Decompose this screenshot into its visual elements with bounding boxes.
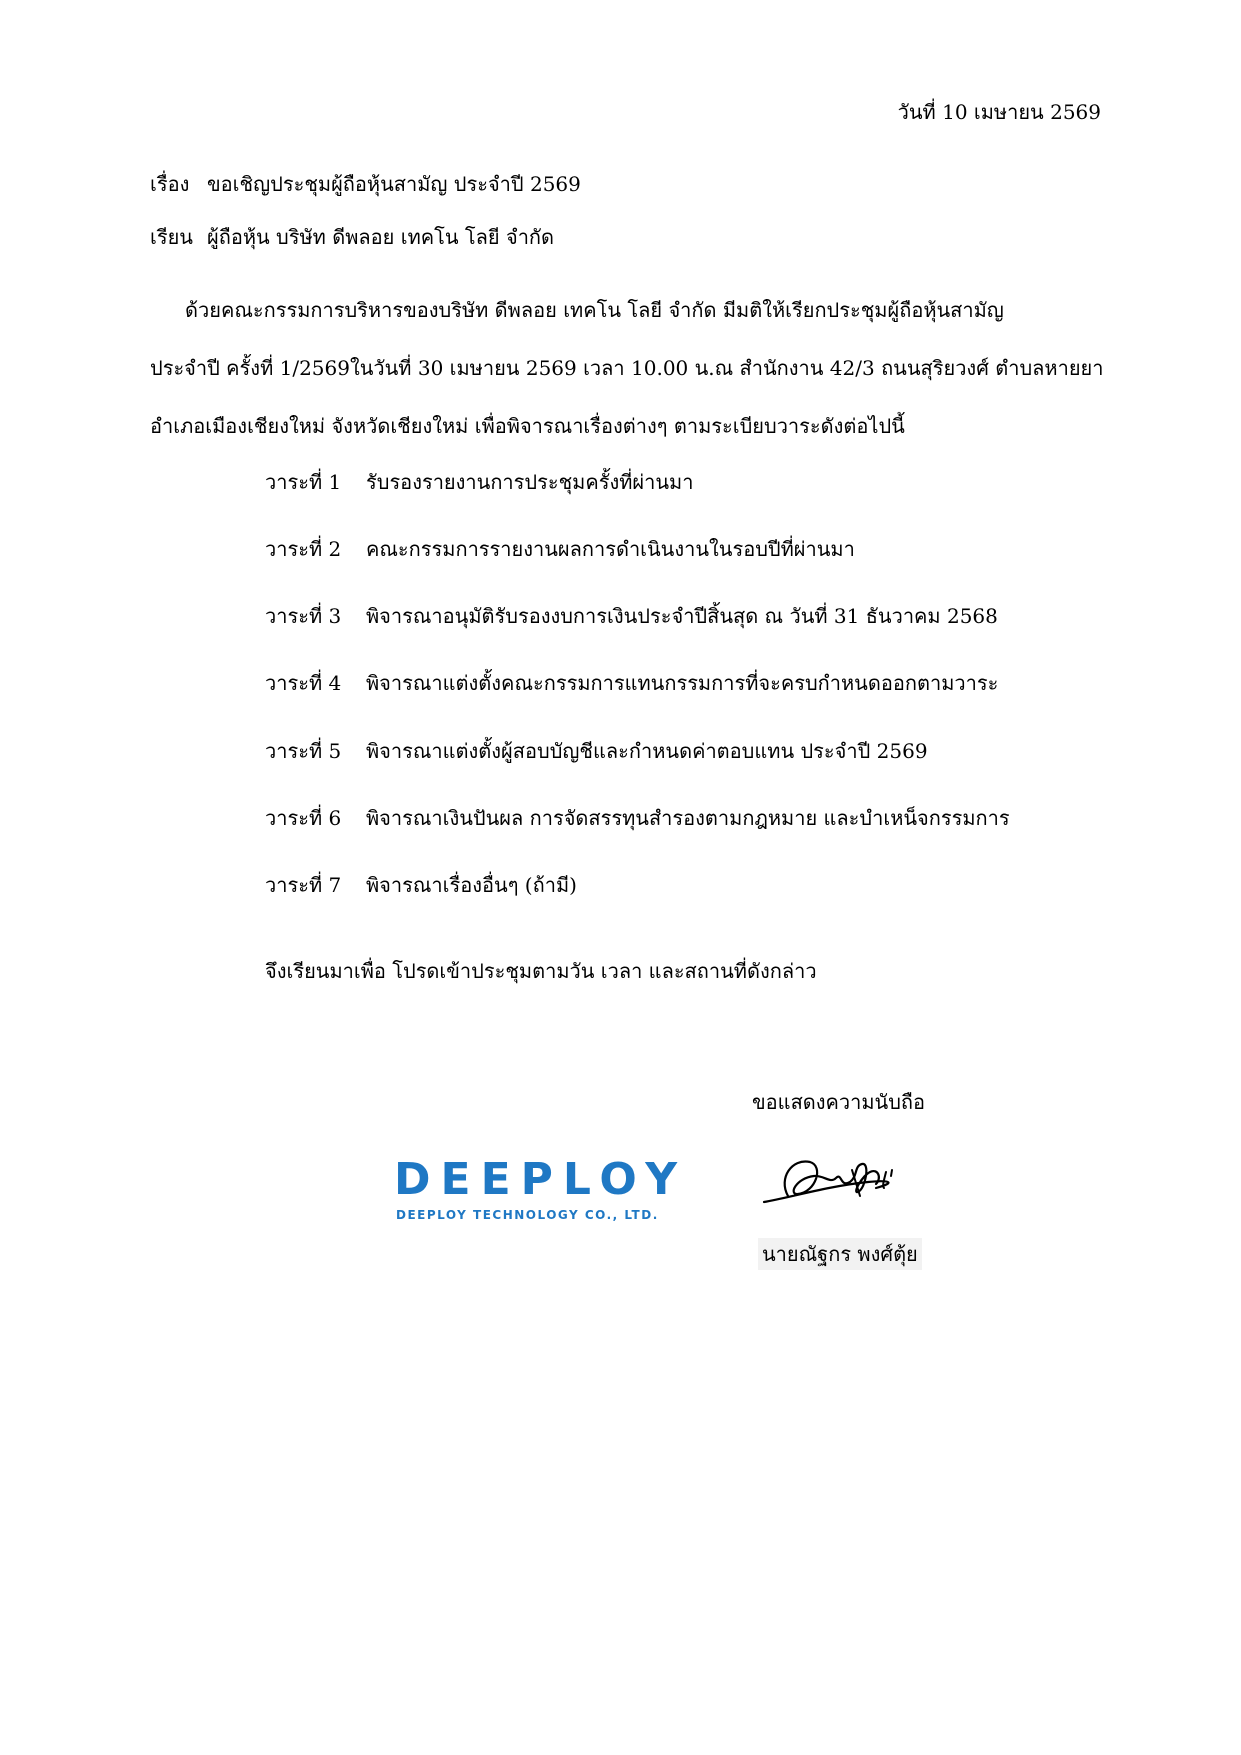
agenda-text: พิจารณาแต่งตั้งผู้สอบบัญชีและกำหนดค่าตอบแทน ประจำปี 2569 <box>366 739 928 763</box>
body-paragraph-line-1: ด้วยคณะกรรมการบริหารของบริษัท ดีพลอย เทคโน โลยี จำกัด มีมติให้เรียกประชุมผู้ถือหุ้นสามัญ <box>185 298 1004 322</box>
agenda-number: วาระที่ 4 <box>265 671 342 695</box>
agenda-text: พิจารณาเงินปันผล การจัดสรรทุนสำรองตามกฎหมาย และบำเหน็จกรรมการ <box>366 806 1010 830</box>
signature-image <box>758 1148 938 1218</box>
company-logo <box>394 1154 688 1228</box>
body-paragraph-line-2: ประจำปี ครั้งที่ 1/2569ในวันที่ 30 เมษายน 2569 เวลา 10.00 น.ณ สำนักงาน 42/3 ถนนสุริยวงศ์ ตำบลหายยา <box>150 356 1104 380</box>
letter-date: วันที่ 10 เมษายน 2569 <box>897 100 1101 124</box>
agenda-number: วาระที่ 3 <box>265 604 342 628</box>
recipient-text: ผู้ถือหุ้น บริษัท ดีพลอย เทคโน โลยี จำกัด <box>207 225 555 249</box>
signer-name: นายณัฐกร พงศ์ตุ้ย <box>758 1238 922 1270</box>
agenda-text: คณะกรรมการรายงานผลการดำเนินงานในรอบปีที่ผ่านมา <box>366 537 855 561</box>
agenda-number: วาระที่ 2 <box>265 537 342 561</box>
closing-line: จึงเรียนมาเพื่อ โปรดเข้าประชุมตามวัน เวลา และสถานที่ดังกล่าว <box>265 959 817 983</box>
logo-wordmark: DEEPLOY <box>394 1154 688 1205</box>
subject-text: ขอเชิญประชุมผู้ถือหุ้นสามัญ ประจำปี 2569 <box>207 172 581 196</box>
agenda-number: วาระที่ 6 <box>265 806 342 830</box>
subject-label: เรื่อง <box>150 172 190 196</box>
agenda-number: วาระที่ 7 <box>265 873 342 897</box>
agenda-text: พิจารณาอนุมัติรับรองงบการเงินประจำปีสิ้นสุด ณ วันที่ 31 ธันวาคม 2568 <box>366 604 998 628</box>
agenda-text: รับรองรายงานการประชุมครั้งที่ผ่านมา <box>366 470 694 494</box>
logo-tagline: DEEPLOY TECHNOLOGY CO., LTD. <box>396 1208 659 1222</box>
agenda-text: พิจารณาแต่งตั้งคณะกรรมการแทนกรรมการที่จะครบกำหนดออกตามวาระ <box>366 671 999 695</box>
agenda-number: วาระที่ 5 <box>265 739 342 763</box>
agenda-text: พิจารณาเรื่องอื่นๆ (ถ้ามี) <box>366 873 577 897</box>
agenda-number: วาระที่ 1 <box>265 470 342 494</box>
body-paragraph-line-3: อำเภอเมืองเชียงใหม่ จังหวัดเชียงใหม่ เพื่อพิจารณาเรื่องต่างๆ ตามระเบียบวาระดังต่อไปนี้ <box>150 414 905 438</box>
recipient-label: เรียน <box>150 225 193 249</box>
regards-line: ขอแสดงความนับถือ <box>752 1090 926 1114</box>
